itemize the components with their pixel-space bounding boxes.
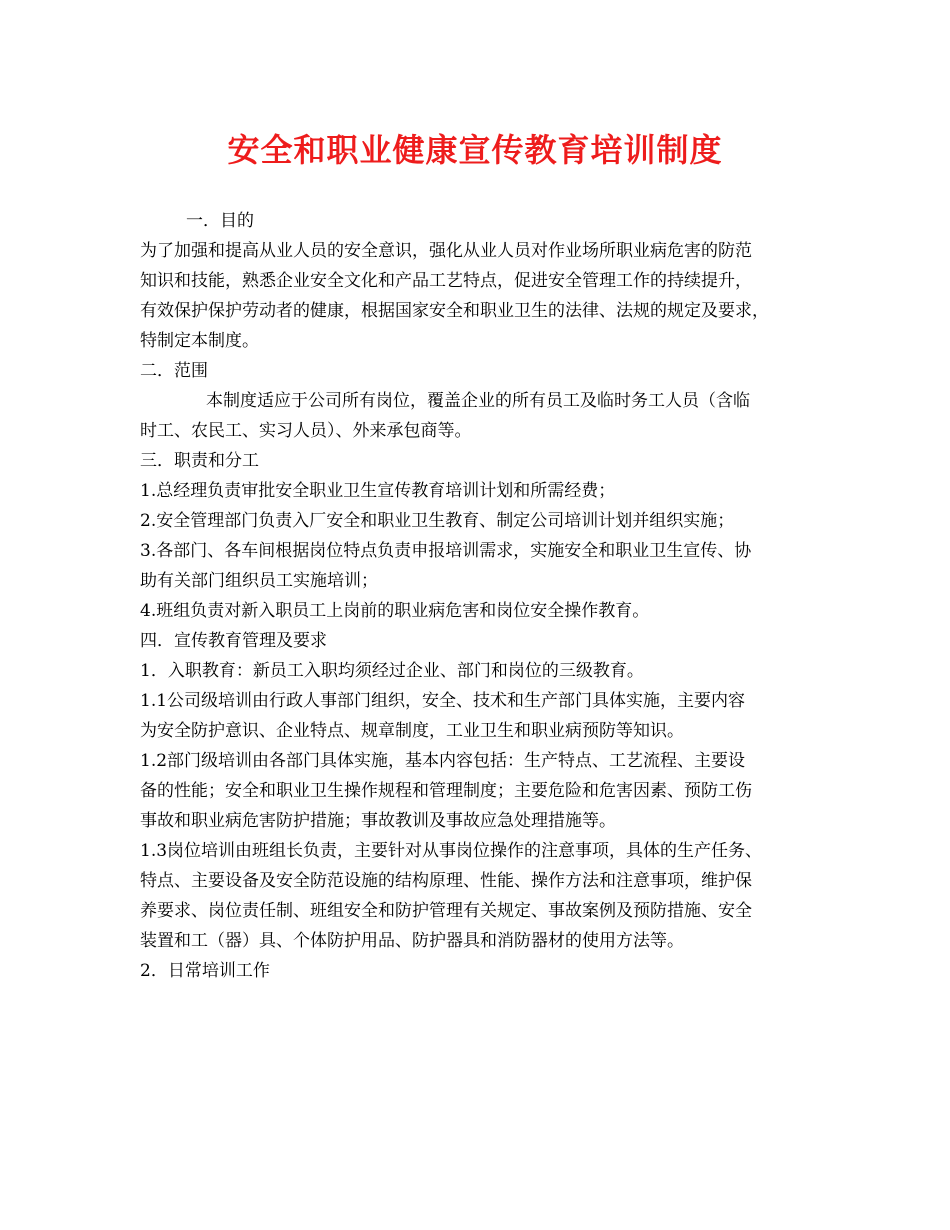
paragraph-line: 时工、农民工、实习人员）、外来承包商等。 xyxy=(140,421,472,441)
list-item: 1.1公司级培训由行政人事部门组织，安全、技术和生产部门具体实施，主要内容 xyxy=(140,691,746,711)
list-item: 1.总经理负责审批安全职业卫生宣传教育培训计划和所需经费； xyxy=(140,481,616,501)
section-heading-training-management: 四．宣传教育管理及要求 xyxy=(140,631,327,651)
list-item: 1．入职教育：新员工入职均须经过企业、部门和岗位的三级教育。 xyxy=(140,661,644,681)
document-body xyxy=(140,206,830,986)
list-item-continuation: 备的性能；安全和职业卫生操作规程和管理制度；主要危险和危害因素、预防工伤 xyxy=(140,781,752,801)
paragraph-line: 特制定本制度。 xyxy=(140,331,259,351)
section-heading-purpose: 一．目的 xyxy=(186,211,254,231)
list-item: 2.安全管理部门负责入厂安全和职业卫生教育、制定公司培训计划并组织实施； xyxy=(140,511,735,531)
list-item: 4.班组负责对新入职员工上岗前的职业病危害和岗位安全操作教育。 xyxy=(140,601,650,621)
list-item: 1.3岗位培训由班组长负责，主要针对从事岗位操作的注意事项，具体的生产任务、 xyxy=(140,841,763,861)
list-item-continuation: 特点、主要设备及安全防范设施的结构原理、性能、操作方法和注意事项，维护保 xyxy=(140,871,752,891)
list-item: 2．日常培训工作 xyxy=(140,961,270,981)
list-item: 3.各部门、各车间根据岗位特点负责申报培训需求，实施安全和职业卫生宣传、协 xyxy=(140,541,752,561)
list-item-continuation: 为安全防护意识、企业特点、规章制度，工业卫生和职业病预防等知识。 xyxy=(140,721,684,741)
list-item-continuation: 装置和工（器）具、个体防护用品、防护器具和消防器材的使用方法等。 xyxy=(140,931,684,951)
paragraph-line: 知识和技能，熟悉企业安全文化和产品工艺特点，促进安全管理工作的持续提升， xyxy=(140,271,752,291)
list-item: 1.2部门级培训由各部门具体实施，基本内容包括：生产特点、工艺流程、主要设 xyxy=(140,751,746,771)
section-heading-responsibilities: 三．职责和分工 xyxy=(140,451,259,471)
document-title: 安全和职业健康宣传教育培训制度 xyxy=(227,131,723,169)
list-item-continuation: 养要求、岗位责任制、班组安全和防护管理有关规定、事故案例及预防措施、安全 xyxy=(140,901,752,921)
list-item-continuation: 助有关部门组织员工实施培训； xyxy=(140,571,378,591)
section-heading-scope: 二．范围 xyxy=(140,361,208,381)
list-item-continuation: 事故和职业病危害防护措施；事故教训及事故应急处理措施等。 xyxy=(140,811,616,831)
paragraph-line: 本制度适应于公司所有岗位，覆盖企业的所有员工及临时务工人员（含临 xyxy=(206,391,750,411)
paragraph-line: 为了加强和提高从业人员的安全意识，强化从业人员对作业场所职业病危害的防范 xyxy=(140,241,752,261)
paragraph-line: 有效保护保护劳动者的健康，根据国家安全和职业卫生的法律、法规的规定及要求， xyxy=(140,301,769,321)
